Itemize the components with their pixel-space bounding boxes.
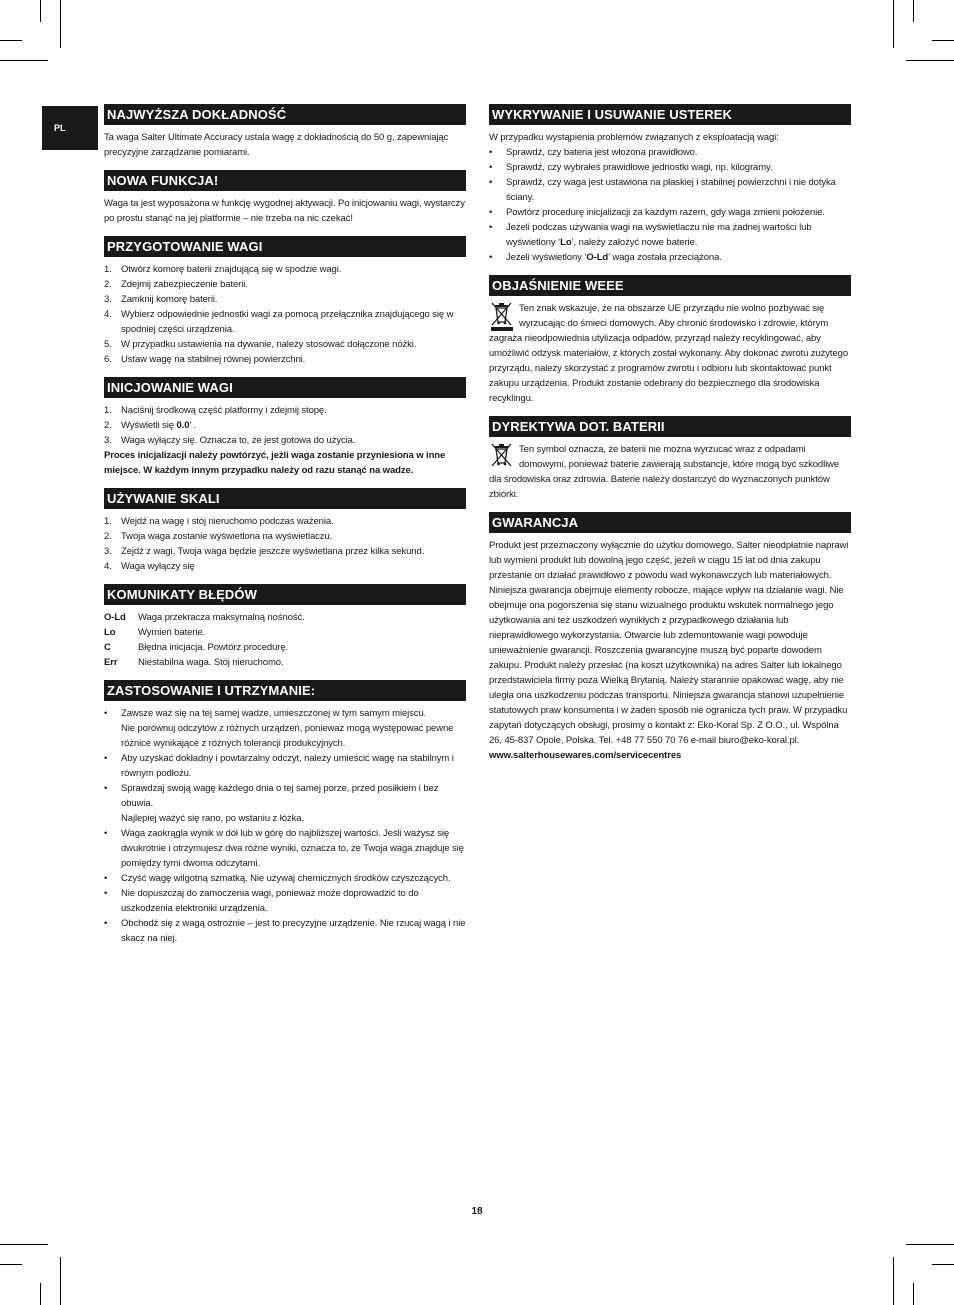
section-intro: W przypadku wystąpienia problemów związanych z eksploatacją wagi: <box>489 132 779 143</box>
crop-mark <box>913 1283 914 1305</box>
section-use-and-maintenance <box>104 680 466 946</box>
list-item: • Zawsze waż się na tej samej wadze, umieszczonej w tym samym miejscu. Nie porównuj odczytów z różnych urządzeń, ponieważ mogą występować pewne różnice wynikające z różnych tolerancji produkcyjnych. <box>104 708 454 749</box>
list-item: • Nie dopuszczaj do zamoczenia wagi, ponieważ może doprowadzić to do uszkodzenia elektroniki urządzenia. <box>104 888 419 914</box>
section-text: Ta waga Salter Ultimate Accuracy ustala wagę z dokładnością do 50 g, zapewniając precyzyjne zarządzanie pomiarami. <box>104 132 449 158</box>
list-item: • Obchodź się z wagą ostrożnie – jest to precyzyjne urządzenie. Nie rzucaj wagą i nie skacz na niej. <box>104 918 466 944</box>
list-item: 1. Naciśnij środkową część platformy i zdejmij stopę. <box>104 405 327 416</box>
section-text: Produkt jest przeznaczony wyłącznie do użytku domowego. Salter nieodpłatnie naprawi lub wymieni produkt lub dowolną jego część, jeżeli w ciągu 15 lat od dnia zakupu przestanie on działać prawidłowo z powodu wad wykonawczych lub materiałowych. Niniejsza gwarancja obejmuje elementy robocze, mające wpływ na działanie wagi. Nie obejmuje ona pogorszenia się stanu wizualnego produktu wskutek normalnego jego użytkowania ani też uszkodzeń wynikłych z przypadkowego działania lub nieprawidłowego wykorzystania. Otwarcie lub zdemontowanie wagi powoduje unieważnienie gwarancji. Roszczenia gwarancyjne muszą być poparte dowodem zakupu. Produkt należy przesłać (na koszt użytkownika) na adres Salter lub lokalnego przedstawiciela firmy poza Wielką Brytanią. Należy starannie opakować wagę, aby nie uległa ona uszkodzeniu podczas transportu. Niniejsza gwarancja stanowi uzupełnienie statutowych praw konsumenta i w żaden sposób nie ogranicza tych praw. W przypadku zapytań dotyczących obsługi, prosimy o kontakt z: Eko-Koral Sp. Z O.O., ul. Wspólna 26, 45-837 Opole, Polska. Tel. +48 77 550 70 76 e-mail biuro@eko-koral.pl. <box>489 540 849 746</box>
list-item: 6. Ustaw wagę na stabilnej równej powierzchni. <box>104 354 306 365</box>
crop-mark <box>0 60 48 61</box>
list-item: 1. Wejdź na wagę i stój nieruchomo podczas ważenia. <box>104 516 334 527</box>
language-tab: PL <box>42 106 98 150</box>
section-title: UŻYWANIE SKALI <box>104 488 466 509</box>
crop-mark <box>0 1264 22 1265</box>
section-title: KOMUNIKATY BŁĘDÓW <box>104 584 466 605</box>
error-row: Err Niestabilna waga. Stój nieruchomo. <box>104 657 284 668</box>
crop-mark <box>913 0 914 22</box>
section-error-messages <box>104 584 466 670</box>
crop-mark <box>932 40 954 41</box>
section-warranty <box>489 512 851 763</box>
list-item: • Sprawdź, czy bateria jest włożona prawidłowo. <box>489 147 698 158</box>
section-text: Waga ta jest wyposażona w funkcję wygodnej aktywacji. Po inicjowaniu wagi, wystarczy po prostu stanąć na jej platformie – nie trzeba na nic czekać! <box>104 198 465 224</box>
left-column <box>104 104 466 956</box>
section-title: PRZYGOTOWANIE WAGI <box>104 236 466 257</box>
list-item: 2. Wyświetli się 0.0’ . <box>104 420 197 431</box>
list-item: 4. Waga wyłączy się <box>104 561 195 572</box>
step-list <box>104 262 466 367</box>
section-weee <box>489 275 851 406</box>
crop-mark <box>60 1257 61 1305</box>
list-item: • Sprawdź, czy wybrałeś prawidłowe jednostki wagi, np. kilogramy. <box>489 162 773 173</box>
list-item: 4. Wybierz odpowiednie jednostki wagi za pomocą przełącznika znajdującego się w spodniej części urządzenia. <box>104 309 454 335</box>
crop-mark <box>60 0 61 48</box>
crop-mark <box>906 60 954 61</box>
list-item: 5. W przypadku ustawienia na dywanie, należy stosować dołączone nóżki. <box>104 339 417 350</box>
display-code: 0.0 <box>176 420 190 431</box>
section-title: INICJOWANIE WAGI <box>104 377 466 398</box>
crop-mark <box>40 0 41 22</box>
list-item: • Waga zaokrągla wynik w dół lub w górę do najbliższej wartości. Jeśli ważysz się dwukrotnie i otrzymujesz dwa różne wyniki, oznacza to, że Twoja waga znajduje się pomiędzy tymi dwoma odczytami. <box>104 828 464 869</box>
section-troubleshooting <box>489 104 851 265</box>
list-item: 2. Twoja waga zostanie wyświetlona na wyświetlaczu. <box>104 531 333 542</box>
list-item: • Sprawdzaj swoją wagę każdego dnia o tej samej porze, przed posiłkiem i bez obuwia. Najlepiej ważyć się rano, po wstaniu z łóżka. <box>104 783 439 824</box>
list-item: 3. Zamknij komorę baterii. <box>104 294 218 305</box>
section-highest-accuracy <box>104 104 466 160</box>
page-number: 18 <box>471 1206 483 1217</box>
section-new-feature <box>104 170 466 226</box>
list-item: • Powtórz procedurę inicjalizacji za każdym razem, gdy waga zmieni położenie. <box>489 207 825 218</box>
crop-mark <box>0 1244 48 1245</box>
section-note: Proces inicjalizacji należy powtórzyć, jeżli waga zostanie przyniesiona w inne miejsce. W każdym innym przypadku należy od razu stanąć na wadze. <box>104 450 446 476</box>
list-item: 1. Otwórz komorę baterii znajdującą się w spodzie wagi. <box>104 264 342 275</box>
right-column <box>489 104 851 773</box>
crop-mark <box>40 1283 41 1305</box>
section-title: NOWA FUNKCJA! <box>104 170 466 191</box>
crop-mark <box>893 0 894 48</box>
section-title: OBJAŚNIENIE WEEE <box>489 275 851 296</box>
list-item: 2. Zdejmij zabezpieczenie baterii. <box>104 279 248 290</box>
error-row: C Błędna inicjacja. Powtórz procedurę. <box>104 642 289 653</box>
list-item: • Sprawdź, czy waga jest ustawiona na płaskiej i stabilnej powierzchni i nie dotyka ściany. <box>489 177 836 203</box>
section-title: NAJWYŻSZA DOKŁADNOŚĆ <box>104 104 466 125</box>
section-using-scale <box>104 488 466 574</box>
service-url-link[interactable]: www.salterhousewares.com/servicecentres <box>489 750 682 761</box>
bullet-list <box>489 145 851 265</box>
section-text: Ten znak wskazuje, że na obszarze UE przyrządu nie wolno pozbywać się wyrzucając do śmieci domowych. Aby chronić środowisko i zdrowie, którym zagraża nieodpowiednia utylizacja odpadów, przyrząd należy recyklingować, aby umożliwić odzysk materiałów, z których został wykonany. Aby dokonać zwrotu zużytego przyrządu, należy skorzystać z programów zwrotu i odbioru lub skontaktować punkt zakupu urządzenia. Produkt zostanie odebrany do bezpiecznego dla środowiska recyklingu. <box>489 303 849 404</box>
step-list <box>104 403 466 448</box>
error-table <box>104 610 466 670</box>
section-text: Ten symbol oznacza, że baterii nie można wyrzucać wraz z odpadami domowymi, ponieważ baterie zawierają substancje, które mogą być szkodliwe dla środowiska oraz zdrowia. Baterie należy dostarczyć do wyznaczonych punktów zbiórki. <box>489 444 840 500</box>
list-item: • Aby uzyskać dokładny i powtarzalny odczyt, należy umieścić wagę na stabilnym i równym podłożu. <box>104 753 454 779</box>
section-title: ZASTOSOWANIE I UTRZYMANIE: <box>104 680 466 701</box>
crop-mark <box>893 1257 894 1305</box>
crossed-bin-icon <box>489 442 515 472</box>
error-row: O-Ld Waga przekracza maksymalną nośność. <box>104 612 305 623</box>
list-item: 3. Waga wyłączy się. Oznacza to, że jest gotowa do użycia. <box>104 435 356 446</box>
crop-mark <box>0 40 22 41</box>
section-preparing-scale <box>104 236 466 367</box>
step-list <box>104 514 466 574</box>
section-title: WYKRYWANIE I USUWANIE USTEREK <box>489 104 851 125</box>
section-title: DYREKTYWA DOT. BATERII <box>489 416 851 437</box>
crop-mark <box>932 1264 954 1265</box>
list-item: 3. Zejdź z wagi. Twoja waga będzie jeszcze wyświetlana przez kilka sekund. <box>104 546 425 557</box>
crossed-bin-icon <box>489 301 515 331</box>
list-item: • Czyść wagę wilgotną szmatką. Nie używaj chemicznych środków czyszczących. <box>104 873 451 884</box>
bullet-list <box>104 706 466 946</box>
section-initializing-scale <box>104 377 466 478</box>
section-battery-directive <box>489 416 851 502</box>
list-item: • Jeżeli wyświetlony ‘O-Ld’ waga została przeciążona. <box>489 252 722 263</box>
section-title: GWARANCJA <box>489 512 851 533</box>
crop-mark <box>906 1244 954 1245</box>
error-row: Lo Wymień baterie. <box>104 627 206 638</box>
list-item: • Jeżeli podczas używania wagi na wyświetlaczu nie ma żadnej wartości lub wyświetlony ‘Lo’, należy założyć nowe baterie. <box>489 222 812 248</box>
